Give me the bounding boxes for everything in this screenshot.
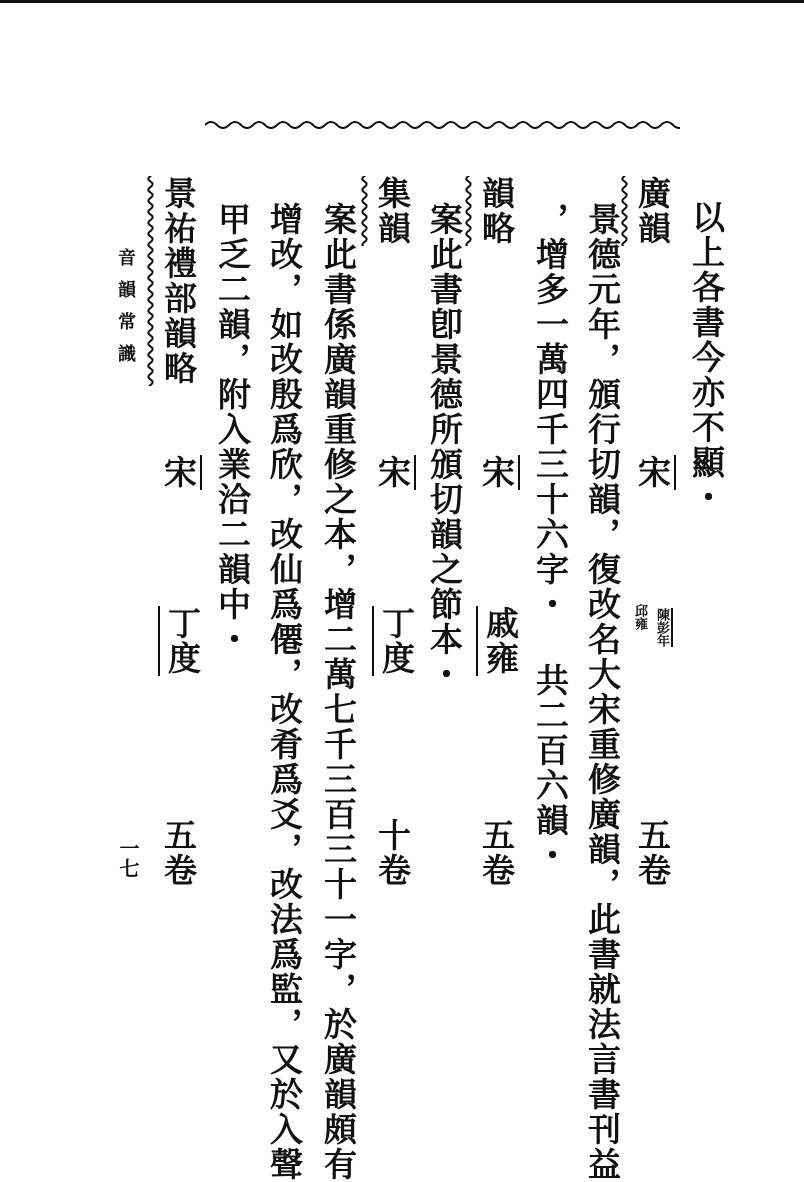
line-jiyun-note-1: 案此書係廣韻重修之本，增二萬七千三百三十一字，於廣韻頗有 — [319, 202, 358, 1182]
line-yunlue-note: 案此書卽景德所頒切韻之節本・ — [425, 202, 464, 692]
book-title-jingyou-libu-yunlue: 景祐禮部韻略 — [159, 176, 198, 386]
book-title-yunlue: 韻略 — [477, 176, 516, 246]
author-chen-pengnian: 陳彭年 — [654, 608, 673, 647]
dynasty-song: 宋 — [158, 455, 202, 490]
line-jiyun-note-3: 甲乏二韻，附入業洽二韻中・ — [213, 202, 252, 657]
volumes-five: 五卷 — [159, 818, 198, 888]
book-title-guangyun: 廣韻 — [633, 176, 672, 246]
volumes-five: 五卷 — [633, 818, 672, 888]
author-ding-du: 丁度 — [372, 606, 416, 676]
line-guangyun-note-1: 景德元年，頒行切韻，復改名大宋重修廣韻，此書就法言書刊益 — [583, 202, 622, 1182]
wavy-rule — [205, 118, 680, 132]
book-title-jiyun: 集韻 — [373, 176, 412, 246]
author-qi-yong: 戚雍 — [476, 606, 520, 676]
running-head: 音韻常識 — [115, 248, 136, 376]
volumes-five: 五卷 — [477, 818, 516, 888]
line-guangyun-note-2: ，增多一萬四千三十六字・ 共二百六韻・ — [531, 202, 570, 873]
page-number: 一七 — [116, 838, 140, 878]
dynasty-song: 宋 — [632, 455, 676, 490]
volumes-ten: 十卷 — [373, 818, 412, 888]
line-jiyun-note-2: 增改，如改殷爲欣，改仙爲僊，改肴爲爻，改法爲監，又於入聲 — [265, 202, 304, 1182]
dynasty-song: 宋 — [476, 455, 520, 490]
author-ding-du: 丁度 — [158, 606, 202, 676]
page-top-border — [0, 0, 804, 3]
author-qiu-yong: 邱雍 — [632, 604, 647, 630]
dynasty-song: 宋 — [372, 455, 416, 490]
line-summary: 以上各書今亦不顯・ — [687, 200, 726, 515]
